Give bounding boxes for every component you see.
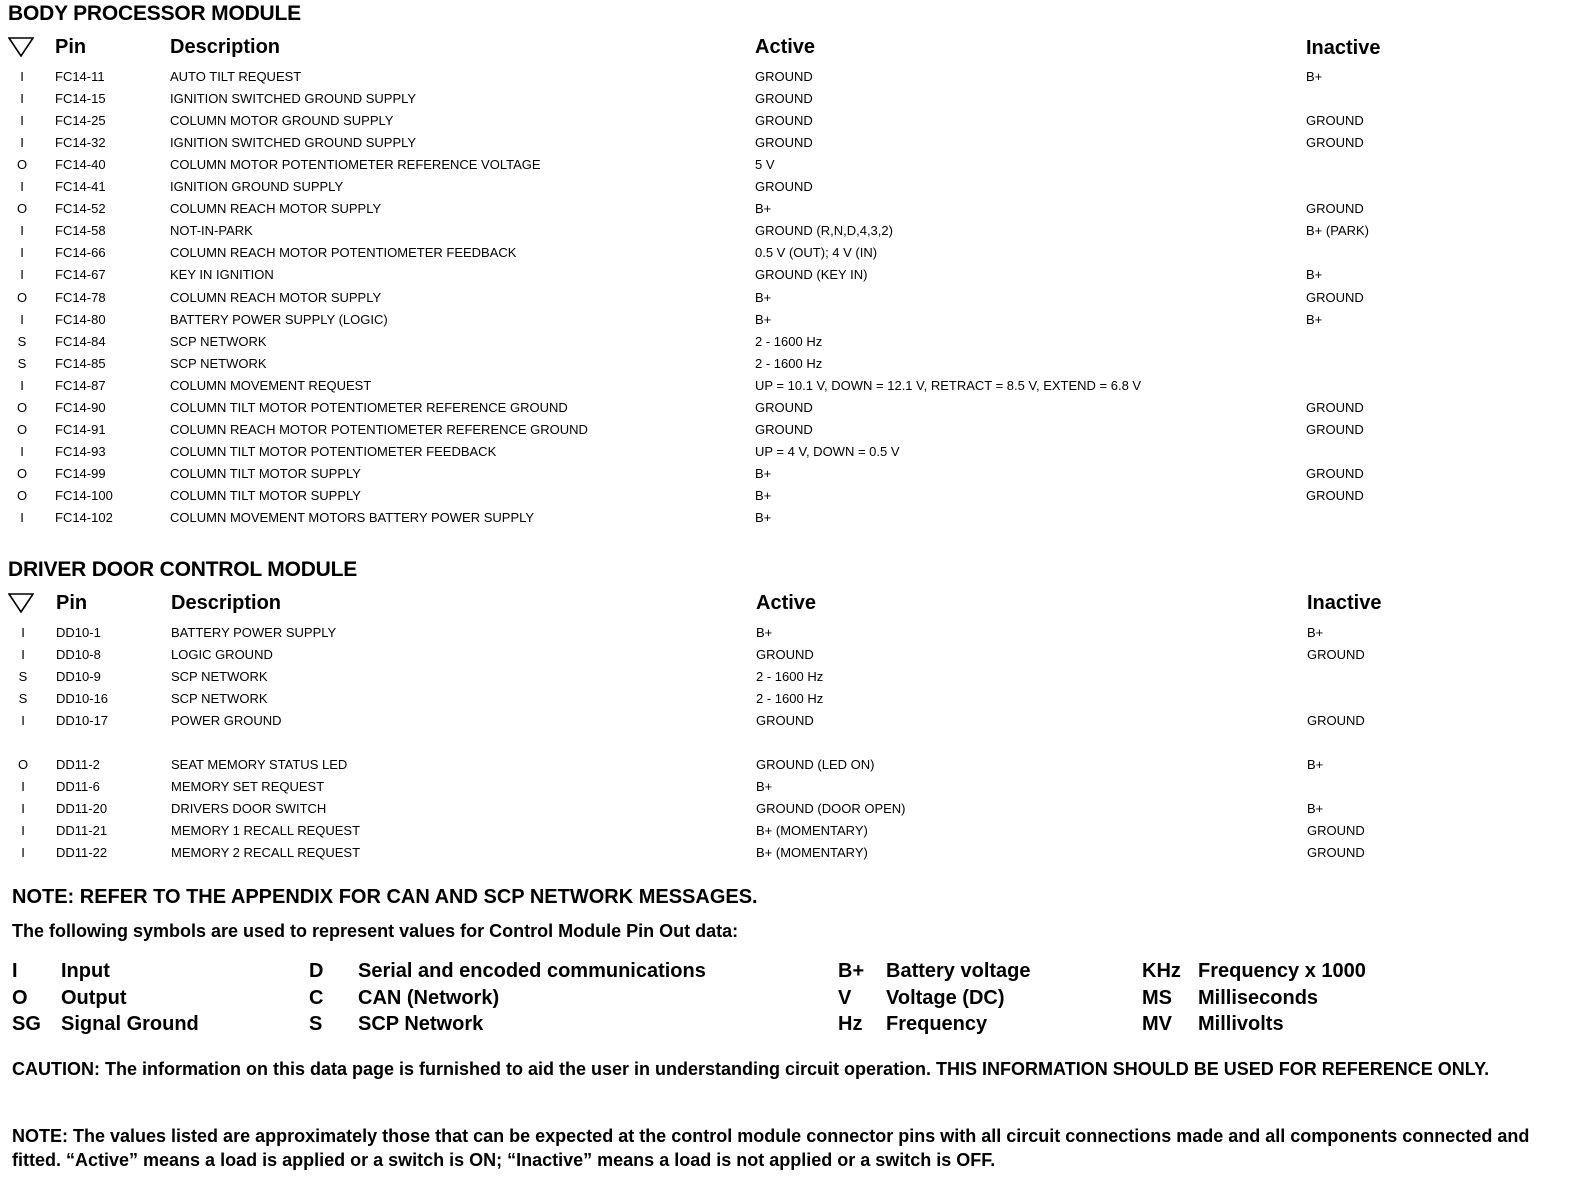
legend-meaning: Input bbox=[61, 960, 110, 982]
pin-type: S bbox=[17, 355, 27, 371]
pin-type: I bbox=[20, 91, 24, 107]
legend-symbol: O bbox=[12, 986, 28, 1009]
active-value: B+ bbox=[755, 289, 772, 305]
pin-id: FC14-52 bbox=[55, 201, 106, 217]
bpm-header-active: Active bbox=[755, 36, 816, 58]
pin-type: I bbox=[20, 311, 24, 327]
pin-description: MEMORY SET REQUEST bbox=[171, 779, 325, 794]
triangle-icon bbox=[8, 37, 34, 57]
pin-type: S bbox=[18, 669, 28, 684]
legend-symbol: I bbox=[12, 960, 18, 982]
pin-description: IGNITION GROUND SUPPLY bbox=[170, 179, 344, 195]
pin-id: FC14-25 bbox=[55, 113, 106, 129]
table-row bbox=[0, 267, 1584, 289]
legend-meaning: Serial and encoded communications bbox=[358, 960, 706, 982]
network-note: NOTE: REFER TO THE APPENDIX FOR CAN AND SCP NETWORK MESSAGES. bbox=[12, 886, 758, 908]
legend-symbol: KHz bbox=[1142, 960, 1181, 982]
active-value: UP = 4 V, DOWN = 0.5 V bbox=[755, 443, 900, 459]
pin-description: IGNITION SWITCHED GROUND SUPPLY bbox=[170, 135, 417, 151]
table-row bbox=[0, 290, 1584, 312]
legend-symbol: B+ bbox=[838, 960, 865, 982]
table-row bbox=[1, 845, 1584, 867]
table-row bbox=[0, 69, 1584, 91]
pin-id: DD10-8 bbox=[56, 647, 101, 662]
inactive-value: GROUND bbox=[1306, 465, 1364, 481]
active-value: GROUND (KEY IN) bbox=[755, 267, 868, 283]
inactive-value: GROUND bbox=[1307, 713, 1365, 728]
pin-type: I bbox=[20, 135, 24, 151]
bpm-header-pin: Pin bbox=[55, 36, 87, 58]
pin-id: FC14-40 bbox=[55, 157, 106, 173]
pin-type: O bbox=[16, 399, 28, 415]
legend-meaning: Milliseconds bbox=[1198, 986, 1319, 1009]
pin-type: I bbox=[21, 845, 25, 860]
inactive-value: B+ (PARK) bbox=[1306, 223, 1369, 239]
pin-id: FC14-100 bbox=[55, 487, 113, 503]
pin-id: DD11-22 bbox=[56, 845, 108, 860]
pin-type: I bbox=[20, 69, 24, 84]
pin-type: I bbox=[20, 267, 24, 283]
active-value: 2 - 1600 Hz bbox=[755, 355, 823, 371]
pin-id: FC14-91 bbox=[55, 421, 106, 437]
table-row bbox=[0, 466, 1584, 488]
ddcm-header-description: Description bbox=[171, 592, 282, 614]
legend-symbol: MV bbox=[1142, 1013, 1172, 1035]
table-row bbox=[0, 179, 1584, 201]
pin-description: COLUMN REACH MOTOR SUPPLY bbox=[170, 201, 382, 217]
pin-description: BATTERY POWER SUPPLY (LOGIC) bbox=[170, 311, 388, 327]
pin-id: FC14-66 bbox=[55, 245, 106, 261]
pin-type: O bbox=[16, 487, 28, 503]
active-value: B+ bbox=[756, 625, 773, 640]
legend-symbol: Hz bbox=[838, 1013, 863, 1035]
legend-meaning: Frequency bbox=[886, 1013, 988, 1035]
pin-type: O bbox=[17, 757, 29, 772]
table-row bbox=[0, 488, 1584, 510]
ddcm-header-pin: Pin bbox=[56, 592, 88, 614]
legend-meaning: Frequency x 1000 bbox=[1198, 960, 1366, 982]
inactive-value: GROUND bbox=[1306, 135, 1364, 151]
pin-description: NOT-IN-PARK bbox=[170, 223, 253, 239]
inactive-value: GROUND bbox=[1306, 201, 1364, 217]
pin-description: MEMORY 2 RECALL REQUEST bbox=[171, 845, 361, 860]
pin-type: I bbox=[20, 510, 24, 525]
table-row bbox=[1, 669, 1584, 691]
pin-id: FC14-11 bbox=[55, 69, 105, 84]
legend-meaning: Millivolts bbox=[1198, 1013, 1284, 1035]
pin-type: S bbox=[18, 691, 28, 706]
active-value: 2 - 1600 Hz bbox=[756, 669, 824, 684]
inactive-value: GROUND bbox=[1307, 647, 1365, 662]
pin-description: COLUMN TILT MOTOR SUPPLY bbox=[170, 465, 361, 481]
table-row bbox=[1, 691, 1584, 713]
active-value: GROUND bbox=[755, 179, 813, 195]
legend-meaning: Voltage (DC) bbox=[886, 986, 1005, 1009]
pin-id: DD10-1 bbox=[56, 625, 101, 640]
pin-description: SCP NETWORK bbox=[170, 333, 267, 349]
pin-id: FC14-41 bbox=[55, 179, 106, 195]
pin-type: I bbox=[21, 823, 25, 838]
pin-description: COLUMN MOTOR GROUND SUPPLY bbox=[170, 113, 394, 129]
ddcm-title: DRIVER DOOR CONTROL MODULE bbox=[8, 558, 358, 581]
values-note: NOTE: The values listed are approximately those that can be expected at the control module connector pins with all circuit connections made and all components connected and fitted. “Active” means a load is applied or a switch is ON; “Inactive” means a load is not applied or a switch is OFF. bbox=[12, 1126, 1530, 1170]
pin-type: I bbox=[20, 113, 24, 129]
pin-description: KEY IN IGNITION bbox=[170, 267, 274, 283]
pin-id: DD11-20 bbox=[56, 801, 108, 816]
pin-id: FC14-80 bbox=[55, 311, 106, 327]
active-value: GROUND (R,N,D,4,3,2) bbox=[755, 223, 893, 239]
pin-id: FC14-102 bbox=[55, 510, 113, 525]
pin-id: FC14-90 bbox=[55, 399, 106, 415]
pin-id: DD11-21 bbox=[56, 823, 108, 838]
pin-id: FC14-15 bbox=[55, 91, 106, 107]
active-value: GROUND bbox=[755, 69, 813, 84]
pin-type: I bbox=[20, 223, 24, 239]
inactive-value: B+ bbox=[1306, 311, 1323, 327]
inactive-value: GROUND bbox=[1307, 823, 1365, 838]
legend-symbol: S bbox=[309, 1013, 323, 1035]
pin-type: I bbox=[20, 377, 24, 393]
pin-id: DD10-17 bbox=[56, 713, 109, 728]
active-value: GROUND bbox=[756, 713, 814, 728]
active-value: 2 - 1600 Hz bbox=[756, 691, 824, 706]
pin-description: COLUMN TILT MOTOR SUPPLY bbox=[170, 487, 361, 503]
active-value: B+ bbox=[755, 201, 772, 217]
pin-type: O bbox=[16, 289, 28, 305]
inactive-value: GROUND bbox=[1306, 421, 1364, 437]
table-row bbox=[0, 201, 1584, 223]
pin-description: DRIVERS DOOR SWITCH bbox=[171, 801, 327, 816]
pin-type: I bbox=[20, 245, 24, 261]
table-row bbox=[0, 113, 1584, 135]
active-value: GROUND bbox=[755, 135, 813, 151]
legend-symbol: C bbox=[309, 986, 324, 1009]
triangle-icon bbox=[8, 593, 34, 613]
pin-description: SEAT MEMORY STATUS LED bbox=[171, 757, 348, 772]
pin-type: O bbox=[16, 421, 28, 437]
active-value: GROUND bbox=[756, 647, 814, 662]
inactive-value: GROUND bbox=[1306, 487, 1364, 503]
pin-type: I bbox=[20, 179, 24, 195]
pin-description: AUTO TILT REQUEST bbox=[170, 69, 302, 84]
active-value: 2 - 1600 Hz bbox=[755, 333, 823, 349]
active-value: B+ bbox=[755, 510, 772, 525]
pin-description: COLUMN MOTOR POTENTIOMETER REFERENCE VOLTAGE bbox=[170, 157, 541, 173]
active-value: B+ bbox=[755, 465, 772, 481]
active-value: B+ (MOMENTARY) bbox=[756, 823, 868, 838]
legend-meaning: SCP Network bbox=[358, 1013, 484, 1035]
pin-id: FC14-32 bbox=[55, 135, 106, 151]
pin-description: COLUMN REACH MOTOR POTENTIOMETER REFERENCE GROUND bbox=[170, 421, 588, 437]
active-value: GROUND bbox=[755, 91, 813, 107]
pin-description: POWER GROUND bbox=[171, 713, 282, 728]
pin-description: COLUMN TILT MOTOR POTENTIOMETER REFERENCE GROUND bbox=[170, 399, 568, 415]
pin-id: FC14-58 bbox=[55, 223, 106, 239]
ddcm-header-inactive: Inactive bbox=[1307, 592, 1382, 614]
table-row bbox=[1, 823, 1584, 845]
table-row bbox=[0, 422, 1584, 444]
inactive-value: GROUND bbox=[1306, 289, 1364, 305]
inactive-value: GROUND bbox=[1306, 113, 1364, 129]
ddcm-header-active: Active bbox=[756, 592, 817, 614]
pin-type: I bbox=[21, 713, 25, 728]
pin-type: S bbox=[17, 333, 27, 349]
active-value: GROUND bbox=[755, 421, 813, 437]
legend-meaning: Output bbox=[61, 986, 127, 1009]
pin-description: BATTERY POWER SUPPLY bbox=[171, 625, 337, 640]
table-row bbox=[1, 625, 1584, 647]
active-value: 5 V bbox=[755, 157, 775, 173]
pin-description: COLUMN REACH MOTOR POTENTIOMETER FEEDBACK bbox=[170, 245, 517, 261]
pin-id: FC14-93 bbox=[55, 443, 106, 459]
table-row bbox=[0, 223, 1584, 245]
table-row bbox=[1, 757, 1584, 779]
legend-meaning: Battery voltage bbox=[886, 960, 1031, 982]
active-value: GROUND bbox=[755, 399, 813, 415]
pin-type: O bbox=[16, 201, 28, 217]
active-value: GROUND (DOOR OPEN) bbox=[756, 801, 906, 816]
legend-symbol: MS bbox=[1142, 986, 1172, 1009]
active-value: B+ bbox=[756, 779, 773, 794]
inactive-value: B+ bbox=[1307, 757, 1324, 772]
pin-type: I bbox=[21, 801, 25, 816]
inactive-value: B+ bbox=[1306, 69, 1323, 84]
table-row bbox=[0, 157, 1584, 179]
inactive-value: GROUND bbox=[1307, 845, 1365, 860]
pin-description: IGNITION SWITCHED GROUND SUPPLY bbox=[170, 91, 417, 107]
pin-description: LOGIC GROUND bbox=[171, 647, 273, 662]
pin-description: COLUMN TILT MOTOR POTENTIOMETER FEEDBACK bbox=[170, 443, 497, 459]
pin-description: SCP NETWORK bbox=[171, 691, 268, 706]
pin-id: FC14-99 bbox=[55, 465, 106, 481]
bpm-header-inactive: Inactive bbox=[1306, 37, 1381, 59]
caution-note: CAUTION: The information on this data page is furnished to aid the user in understanding circuit operation. THIS INFORMATION SHOULD BE USED FOR REFERENCE ONLY. bbox=[12, 1059, 1490, 1079]
pin-type: O bbox=[16, 157, 28, 173]
legend-meaning: Signal Ground bbox=[61, 1013, 199, 1035]
active-value: B+ bbox=[755, 487, 772, 503]
table-row bbox=[0, 444, 1584, 466]
table-row bbox=[0, 334, 1584, 356]
pin-description: COLUMN MOVEMENT MOTORS BATTERY POWER SUPPLY bbox=[170, 510, 535, 525]
inactive-value: B+ bbox=[1307, 801, 1324, 816]
pin-description: SCP NETWORK bbox=[170, 355, 267, 371]
table-row bbox=[0, 400, 1584, 422]
table-row bbox=[1, 779, 1584, 801]
pin-id: FC14-85 bbox=[55, 355, 106, 371]
pin-type: I bbox=[21, 647, 25, 662]
legend-symbol: D bbox=[309, 960, 324, 982]
bpm-title: BODY PROCESSOR MODULE bbox=[8, 2, 301, 25]
bpm-header-description: Description bbox=[170, 36, 281, 58]
active-value: GROUND (LED ON) bbox=[756, 757, 875, 772]
pin-description: SCP NETWORK bbox=[171, 669, 268, 684]
pin-id: FC14-87 bbox=[55, 377, 106, 393]
active-value: B+ bbox=[755, 311, 772, 327]
legend-symbol: SG bbox=[12, 1013, 41, 1035]
legend-symbol: V bbox=[838, 986, 852, 1009]
active-value: B+ (MOMENTARY) bbox=[756, 845, 868, 860]
pin-id: FC14-78 bbox=[55, 289, 106, 305]
inactive-value: GROUND bbox=[1306, 399, 1364, 415]
table-row bbox=[1, 647, 1584, 669]
table-row bbox=[1, 801, 1584, 823]
pin-type: O bbox=[16, 465, 28, 481]
table-row bbox=[0, 356, 1584, 378]
table-row bbox=[1, 713, 1584, 735]
pin-id: DD10-9 bbox=[56, 669, 101, 684]
table-row bbox=[0, 91, 1584, 113]
legend-meaning: CAN (Network) bbox=[358, 986, 500, 1009]
pin-id: FC14-84 bbox=[55, 333, 106, 349]
pin-description: COLUMN REACH MOTOR SUPPLY bbox=[170, 289, 382, 305]
pin-description: COLUMN MOVEMENT REQUEST bbox=[170, 377, 372, 393]
pin-type: I bbox=[21, 625, 25, 640]
table-row bbox=[0, 135, 1584, 157]
active-value: 0.5 V (OUT); 4 V (IN) bbox=[755, 245, 878, 261]
pin-type: I bbox=[20, 443, 24, 459]
pin-id: DD11-2 bbox=[56, 757, 100, 772]
table-row bbox=[0, 510, 1584, 532]
inactive-value: B+ bbox=[1307, 625, 1324, 640]
symbols-intro: The following symbols are used to represent values for Control Module Pin Out data: bbox=[12, 921, 739, 941]
pin-id: DD11-6 bbox=[56, 779, 100, 794]
active-value: GROUND bbox=[755, 113, 813, 129]
active-value: UP = 10.1 V, DOWN = 12.1 V, RETRACT = 8.5 V, EXTEND = 6.8 V bbox=[755, 377, 1142, 393]
pin-id: FC14-67 bbox=[55, 267, 106, 283]
pin-description: MEMORY 1 RECALL REQUEST bbox=[171, 823, 361, 838]
inactive-value: B+ bbox=[1306, 267, 1323, 283]
table-row bbox=[0, 312, 1584, 334]
table-row bbox=[0, 378, 1584, 400]
pin-type: I bbox=[21, 779, 25, 794]
table-row bbox=[0, 245, 1584, 267]
pin-id: DD10-16 bbox=[56, 691, 109, 706]
